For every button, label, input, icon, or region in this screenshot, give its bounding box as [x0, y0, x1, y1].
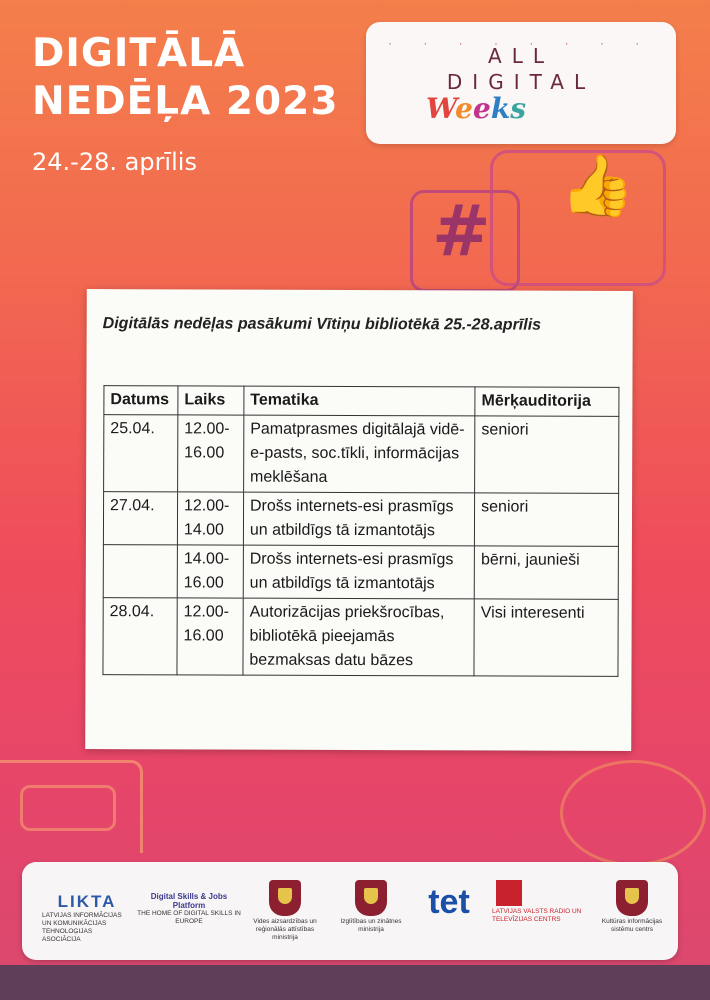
table-row [104, 415, 619, 494]
cell-date [103, 545, 177, 598]
cell-topic: Drošs internets-esi prasmīgs un atbildīgs tā izmantotājs [243, 545, 474, 599]
cell-topic: Autorizācijas priekšrocības, bibliotēkā pieejamās bezmaksas datu bāzes [243, 598, 474, 676]
table-row [103, 492, 618, 547]
poster-title [32, 30, 338, 126]
cell-topic: Drošs internets-esi prasmīgs un atbildīgs tā izmantotājs [243, 492, 474, 546]
likta-name: LIKTA [57, 892, 117, 911]
varam-logo [246, 880, 324, 942]
header-time: Laiks [178, 386, 244, 415]
likta-subtitle: LATVIJAS INFORMĀCIJAS UN KOMUNIKĀCIJAS TEHNOLOĢIJAS ASOCIĀCIJA [42, 912, 122, 943]
poster-title-line2: NEDĒĻA 2023 [32, 79, 339, 124]
lvrtc-logo [492, 880, 582, 924]
likta-logo [42, 880, 132, 944]
partner-logos-bar [22, 862, 678, 960]
cell-date: 28.04. [103, 598, 177, 675]
table-header-row [104, 386, 619, 417]
coat-of-arms-icon [616, 880, 648, 916]
bottom-background [0, 965, 710, 1000]
kis-logo [594, 880, 670, 934]
logo-dots-icon: · · · · · · · · [388, 36, 654, 50]
cell-time: 12.00-14.00 [177, 492, 243, 545]
logo-line-digital: DIGITAL [446, 70, 596, 94]
tet-logo [414, 880, 484, 922]
izm-logo [332, 880, 410, 934]
logo-line-weeks: Weeks [426, 92, 526, 125]
cell-date: 27.04. [103, 492, 177, 545]
cell-topic: Pamatprasmes digitālajā vidē-e-pasts, soc.tīkli, informācijas meklēšana [244, 415, 475, 493]
dsjp-name: Digital Skills & Jobs Platform [150, 892, 228, 910]
hashtag-icon: # [432, 190, 491, 272]
poster-title-line1: DIGITĀLĀ [32, 31, 246, 76]
all-digital-weeks-logo [366, 22, 676, 144]
thumbs-up-icon: 👍 [560, 152, 635, 219]
cell-time: 12.00-16.00 [178, 415, 244, 492]
lvrtc-mark-icon [496, 880, 522, 906]
cell-audience: bērni, jaunieši [474, 546, 618, 600]
coat-of-arms-icon [355, 880, 387, 916]
poster-dates: 24.-28. aprīlis [32, 148, 197, 176]
schedule-table [102, 385, 619, 677]
dsjp-subtitle: THE HOME OF DIGITAL SKILLS IN EUROPE [137, 910, 241, 925]
kis-subtitle: Kultūras informācijas sistēmu centrs [601, 918, 663, 933]
table-row [103, 545, 618, 600]
notice-sheet [85, 289, 633, 751]
decorative-circuit [560, 760, 706, 866]
decorative-lines [20, 785, 116, 831]
coat-of-arms-icon [269, 880, 301, 916]
header-topic: Tematika [244, 386, 475, 416]
notice-title: Digitālās nedēļas pasākumi Vītiņu bibliotēkā 25.-28.aprīlis [102, 315, 542, 334]
digital-skills-logo [134, 880, 244, 926]
cell-time: 14.00-16.00 [177, 545, 243, 598]
cell-date: 25.04. [104, 415, 178, 492]
izm-subtitle: Izglītības un zinātnes ministrija [340, 918, 402, 933]
cell-audience: seniori [475, 493, 619, 547]
cell-audience: seniori [475, 416, 619, 494]
varam-subtitle: Vides aizsardzības un reģionālās attīstības ministrija [253, 918, 317, 941]
cell-time: 12.00-16.00 [177, 598, 243, 675]
table-row [103, 598, 618, 677]
lvrtc-subtitle: LATVIJAS VALSTS RADIO UN TELEVĪZIJAS CENTRS [492, 908, 582, 923]
logo-line-all: ALL [488, 44, 554, 68]
header-date: Datums [104, 386, 178, 415]
cell-audience: Visi interesenti [474, 599, 618, 677]
tet-name: tet [428, 883, 470, 921]
header-audience: Mērķauditorija [475, 387, 619, 417]
